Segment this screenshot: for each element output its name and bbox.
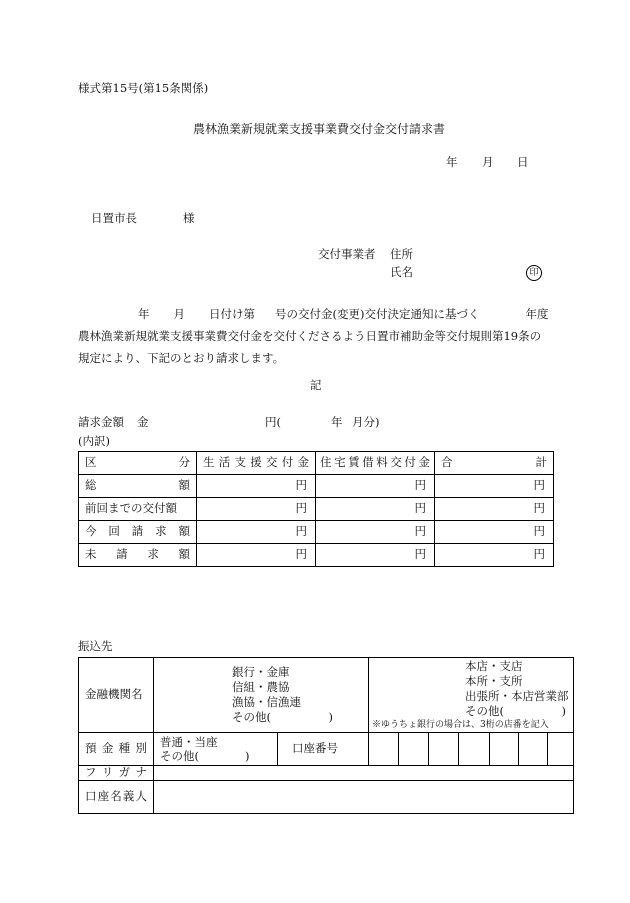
branch-type-option[interactable]: 出張所・本店営業部	[465, 689, 569, 703]
branch-type-option[interactable]: 本店・支店	[465, 659, 523, 673]
seal-mark: 印	[526, 265, 542, 281]
institution-label: 金融機関名	[79, 658, 154, 733]
body-line-2: 農林漁業新規就業支援事業費交付金を交付くださるよう日置市補助金等交付規則第19条の	[78, 329, 542, 343]
date-day-label: 日	[517, 155, 529, 169]
transfer-table	[78, 657, 574, 814]
account-digit-box[interactable]	[459, 733, 490, 766]
body-fiscal-year: 年度	[525, 307, 549, 321]
cell-housing[interactable]: 円	[316, 475, 435, 498]
request-amount-prefix: 金	[137, 415, 149, 429]
header-total: 合 計	[435, 452, 554, 475]
cell-housing[interactable]: 円	[316, 544, 435, 567]
date-year-label: 年	[446, 155, 458, 169]
cell-living[interactable]: 円	[197, 475, 316, 498]
table-header-row	[79, 452, 554, 475]
account-holder-input[interactable]	[154, 781, 574, 814]
table-row	[79, 475, 554, 498]
bank-type-option[interactable]: その他( )	[232, 710, 333, 724]
table-row	[79, 521, 554, 544]
deposit-type-option[interactable]: 普通・当座	[160, 735, 218, 749]
bank-type-cell[interactable]	[154, 658, 369, 733]
request-amount-label: 請求金額	[78, 415, 124, 429]
body-line-3: 規定により、下記のとおり請求します。	[78, 351, 285, 365]
body-year: 年	[138, 307, 150, 321]
header-living-support: 生 活 支 援 交 付 金	[197, 452, 316, 475]
deposit-row	[79, 733, 574, 766]
bank-type-option[interactable]: 信組・農協	[232, 680, 290, 694]
table-row	[79, 544, 554, 567]
account-digit-box[interactable]	[519, 733, 548, 766]
cell-living[interactable]: 円	[197, 498, 316, 521]
account-digit-box[interactable]	[548, 733, 574, 766]
branch-type-option[interactable]: その他( )	[465, 704, 566, 718]
applicant-address-label: 住所	[390, 247, 413, 261]
request-amount-month: 月分)	[352, 415, 380, 429]
cell-total[interactable]: 円	[435, 475, 554, 498]
furigana-input[interactable]	[154, 766, 574, 781]
cell-living[interactable]: 円	[197, 521, 316, 544]
addressee-name: 日置市長	[91, 211, 137, 225]
ki-mark: 記	[310, 378, 322, 392]
body-month: 月	[173, 307, 185, 321]
cell-housing[interactable]: 円	[316, 498, 435, 521]
request-amount-year: 年	[331, 415, 343, 429]
holder-row	[79, 781, 574, 814]
account-holder-label: 口 座 名 義 人	[79, 781, 154, 814]
row-label-total-amount: 総 額	[79, 475, 197, 498]
addressee-honorific: 様	[183, 211, 195, 225]
cell-total[interactable]: 円	[435, 521, 554, 544]
deposit-type-cell[interactable]	[154, 733, 278, 766]
applicant-name-label: 氏名	[390, 265, 413, 279]
row-label-previous: 前回までの交付額	[79, 498, 197, 521]
account-number-label: 口座番号	[278, 733, 369, 766]
request-body	[78, 303, 553, 369]
request-amount-yen: 円(	[265, 415, 281, 429]
header-housing-rent: 住 宅 賃 借 料 交 付 金	[316, 452, 435, 475]
body-notice: 号の交付金(変更)交付決定通知に基づく	[275, 307, 480, 321]
cell-total[interactable]: 円	[435, 498, 554, 521]
account-digit-box[interactable]	[369, 733, 399, 766]
account-digit-box[interactable]	[429, 733, 459, 766]
deposit-type-option[interactable]: その他( )	[160, 749, 250, 763]
furigana-label: フ リ ガ ナ	[79, 766, 154, 781]
account-digit-box[interactable]	[399, 733, 429, 766]
institution-row	[79, 658, 574, 733]
header-category: 区 分	[79, 452, 197, 475]
account-digit-box[interactable]	[490, 733, 519, 766]
yucho-note: ※ゆうちょ銀行の場合は、3桁の店番を記入	[372, 720, 549, 730]
cell-housing[interactable]: 円	[316, 521, 435, 544]
date-month-label: 月	[482, 155, 494, 169]
applicant-role: 交付事業者	[318, 247, 376, 261]
transfer-label: 振込先	[78, 639, 113, 653]
table-row	[79, 498, 554, 521]
furigana-row	[79, 766, 574, 781]
bank-type-option[interactable]: 漁協・信漁連	[232, 695, 301, 709]
deposit-type-label: 預 金 種 別	[79, 733, 154, 766]
form-number: 様式第15号(第15条関係)	[78, 81, 209, 95]
body-date-no: 日付け第	[209, 307, 255, 321]
page-title: 農林漁業新規就業支援事業費交付金交付請求書	[193, 122, 446, 136]
breakdown-table	[78, 451, 554, 567]
row-label-unclaimed: 未 請 求 額	[79, 544, 197, 567]
cell-total[interactable]: 円	[435, 544, 554, 567]
bank-type-option[interactable]: 銀行・金庫	[232, 665, 290, 679]
cell-living[interactable]: 円	[197, 544, 316, 567]
branch-type-option[interactable]: 本所・支所	[465, 674, 523, 688]
row-label-current: 今 回 請 求 額	[79, 521, 197, 544]
branch-type-cell[interactable]	[369, 658, 574, 733]
breakdown-label: (内訳)	[78, 434, 110, 448]
